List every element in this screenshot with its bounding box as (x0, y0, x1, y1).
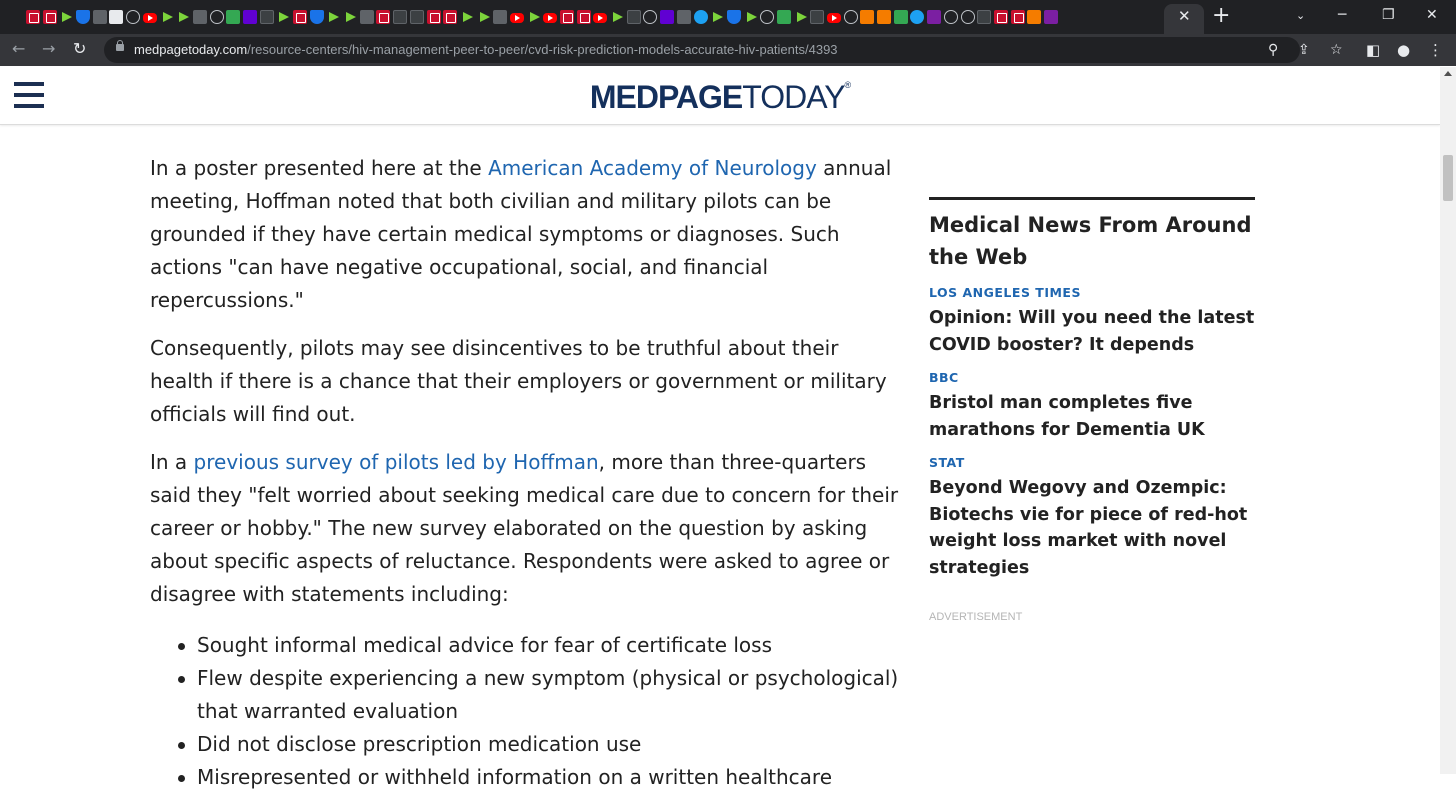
previous-survey-link[interactable]: previous survey of pilots led by Hoffman (193, 450, 599, 474)
tab-favicon-bi-icon[interactable] (293, 10, 307, 24)
list-item: Sought informal medical advice for fear of certificate loss (150, 629, 900, 662)
p3-text-before: In a (150, 450, 194, 474)
zoom-icon[interactable]: ⚲ (1268, 42, 1279, 58)
tab-favicon-bi-icon[interactable] (577, 10, 591, 24)
tab-favicon-play-icon[interactable] (710, 10, 724, 24)
scroll-up-arrow-icon[interactable] (1444, 71, 1452, 76)
news-item[interactable] (929, 455, 1255, 581)
tab-favicon-bi-icon[interactable] (994, 10, 1008, 24)
tab-favicon-purple-icon[interactable] (927, 10, 941, 24)
tab-favicon-white-icon[interactable] (109, 10, 123, 24)
new-tab-button[interactable]: + (1212, 3, 1231, 28)
maximize-button[interactable]: ❐ (1382, 7, 1395, 23)
tab-favicon-yt-icon[interactable] (827, 13, 841, 23)
url-path: /resource-centers/hiv-management-peer-to-peer/cvd-risk-prediction-models-accurate-hiv-patients/4393 (247, 42, 838, 57)
tab-favicon-shield-icon[interactable] (76, 10, 90, 24)
tab-favicon-twit-icon[interactable] (910, 10, 924, 24)
tab-favicon-bi-icon[interactable] (427, 10, 441, 24)
article-paragraph-3 (150, 446, 900, 611)
sidebar-title: Medical News From Around the Web (929, 213, 1252, 269)
tab-favicon-gray-icon[interactable] (677, 10, 691, 24)
logo-light-text: TODAY (742, 79, 845, 115)
site-header (0, 67, 1440, 125)
tab-favicon-play-icon[interactable] (477, 10, 491, 24)
tab-favicon-yahoo-icon[interactable] (660, 10, 674, 24)
browser-menu-icon[interactable]: ⋮ (1428, 41, 1443, 59)
registered-mark: ® (844, 80, 851, 90)
logo-bold-text: MEDPAGE (589, 79, 743, 115)
tab-favicon-dark-icon[interactable] (410, 10, 424, 24)
p1-text-before: In a poster presented here at the (150, 156, 489, 180)
news-sidebar (929, 197, 1255, 623)
close-tab-icon[interactable]: ✕ (1178, 7, 1191, 25)
tab-favicon-yt-icon[interactable] (510, 13, 524, 23)
forward-icon[interactable]: → (42, 39, 56, 58)
tab-favicon-play-icon[interactable] (160, 10, 174, 24)
tab-favicon-gray-icon[interactable] (493, 10, 507, 24)
tab-favicon-play-icon[interactable] (176, 10, 190, 24)
p1-text-after: annual meeting, Hoffman noted that both civilian and military pilots can be grounded if they have certain medical symptoms or diagnoses. Such actions "can have negative occupational, social, and financial repercussions." (150, 156, 892, 312)
survey-statement-list (150, 629, 900, 794)
article-body (150, 152, 900, 794)
tab-favicon-globe-icon[interactable] (210, 10, 224, 24)
tab-favicon-play-icon[interactable] (610, 10, 624, 24)
tab-favicon-gray-icon[interactable] (193, 10, 207, 24)
tab-favicon-bi-icon[interactable] (1011, 10, 1025, 24)
news-source[interactable]: BBC (929, 370, 959, 385)
tab-favicon-bi-icon[interactable] (560, 10, 574, 24)
url-text[interactable] (134, 41, 838, 59)
tab-favicon-play-icon[interactable] (527, 10, 541, 24)
tab-favicon-orange-icon[interactable] (877, 10, 891, 24)
tab-favicon-shield-icon[interactable] (727, 10, 741, 24)
tab-favicon-play-icon[interactable] (744, 10, 758, 24)
tab-favicon-bi-icon[interactable] (26, 10, 40, 24)
scrollbar-thumb[interactable] (1443, 155, 1453, 201)
tab-favicon-play-icon[interactable] (460, 10, 474, 24)
tab-favicon-dark-icon[interactable] (260, 10, 274, 24)
tab-favicon-gray-icon[interactable] (360, 10, 374, 24)
site-logo[interactable] (0, 79, 1440, 115)
window-close-button[interactable]: ✕ (1426, 7, 1438, 23)
lock-icon[interactable] (116, 44, 124, 51)
tab-favicon-play-icon[interactable] (276, 10, 290, 24)
tab-favicon-yt-icon[interactable] (593, 13, 607, 23)
tab-favicon-orange-icon[interactable] (860, 10, 874, 24)
url-host: medpagetoday.com (134, 42, 248, 57)
tab-favicon-gray-icon[interactable] (93, 10, 107, 24)
side-panel-icon[interactable]: ◧ (1366, 41, 1381, 59)
list-item: Misrepresented or withheld information on a written healthcare (150, 761, 900, 794)
tab-favicon-green-icon[interactable] (894, 10, 908, 24)
tab-favicon-dark-icon[interactable] (393, 10, 407, 24)
tab-favicon-dark-icon[interactable] (977, 10, 991, 24)
tab-favicon-globe-icon[interactable] (126, 10, 140, 24)
tab-search-icon[interactable]: ⌄ (1296, 9, 1306, 22)
browser-tab-strip (0, 0, 1456, 34)
p3-text-after: , more than three-quarters said they "felt worried about seeking medical care due to concern for their career or hobby." The new survey elaborated on the question by asking about specific aspects of reluctance. Respondents were asked to agree or disagree with statements including: (150, 450, 899, 606)
tab-favicon-dark-icon[interactable] (810, 10, 824, 24)
article-paragraph-1 (150, 152, 900, 317)
tab-favicon-purple-icon[interactable] (1044, 10, 1058, 24)
news-source[interactable]: LOS ANGELES TIMES (929, 285, 1081, 300)
list-item: Did not disclose prescription medication use (150, 728, 900, 761)
tab-favicon-yahoo-icon[interactable] (243, 10, 257, 24)
share-icon[interactable]: ⇪ (1298, 42, 1310, 58)
tab-favicon-globe-icon[interactable] (643, 10, 657, 24)
tab-favicon-play-icon[interactable] (59, 10, 73, 24)
page-scrollbar[interactable] (1440, 67, 1456, 774)
back-icon[interactable]: ← (12, 39, 26, 58)
tab-favicon-play-icon[interactable] (343, 10, 357, 24)
tab-favicon-globe-icon[interactable] (961, 10, 975, 24)
tab-favicon-bi-icon[interactable] (443, 10, 457, 24)
minimize-button[interactable]: ─ (1338, 7, 1347, 23)
tab-favicon-orange-icon[interactable] (1027, 10, 1041, 24)
tab-favicon-bi-icon[interactable] (376, 10, 390, 24)
tab-favicon-shield-icon[interactable] (310, 10, 324, 24)
list-item: Flew despite experiencing a new symptom (physical or psychological) that warranted evaluation (150, 662, 900, 728)
news-headline[interactable]: Bristol man completes five marathons for Dementia UK (929, 393, 1205, 440)
tab-favicon-yt-icon[interactable] (143, 13, 157, 23)
tab-favicon-twit-icon[interactable] (694, 10, 708, 24)
article-paragraph-2: Consequently, pilots may see disincentives to be truthful about their health if there is a chance that their employers or government or military officials will find out. (150, 336, 887, 426)
news-item[interactable] (929, 285, 1255, 358)
news-headline[interactable]: Opinion: Will you need the latest COVID booster? It depends (929, 308, 1255, 355)
tab-favicon-yt-icon[interactable] (543, 13, 557, 23)
tab-favicon-bi-icon[interactable] (43, 10, 57, 24)
address-bar[interactable] (104, 37, 1343, 63)
tab-favicon-globe-icon[interactable] (944, 10, 958, 24)
tab-favicon-green-icon[interactable] (777, 10, 791, 24)
tab-favicon-dark-icon[interactable] (627, 10, 641, 24)
tab-favicon-play-icon[interactable] (326, 10, 340, 24)
tab-favicon-green-icon[interactable] (226, 10, 240, 24)
advertisement-label: ADVERTISEMENT (929, 611, 1023, 623)
news-source[interactable]: STAT (929, 455, 965, 470)
profile-avatar-icon[interactable]: ● (1397, 41, 1411, 59)
tab-favicon-globe-icon[interactable] (844, 10, 858, 24)
aan-link[interactable]: American Academy of Neurology (488, 156, 817, 180)
news-headline[interactable]: Beyond Wegovy and Ozempic: Biotechs vie for piece of red-hot weight loss market with novel strategies (929, 478, 1248, 578)
news-item[interactable] (929, 370, 1255, 443)
bookmark-star-icon[interactable]: ☆ (1330, 42, 1343, 58)
browser-toolbar (0, 34, 1456, 66)
tab-favicon-globe-icon[interactable] (760, 10, 774, 24)
reload-icon[interactable]: ↻ (73, 39, 87, 58)
tab-favicon-row[interactable] (26, 7, 1061, 27)
sidebar-divider (929, 197, 1255, 200)
tab-favicon-play-icon[interactable] (794, 10, 808, 24)
